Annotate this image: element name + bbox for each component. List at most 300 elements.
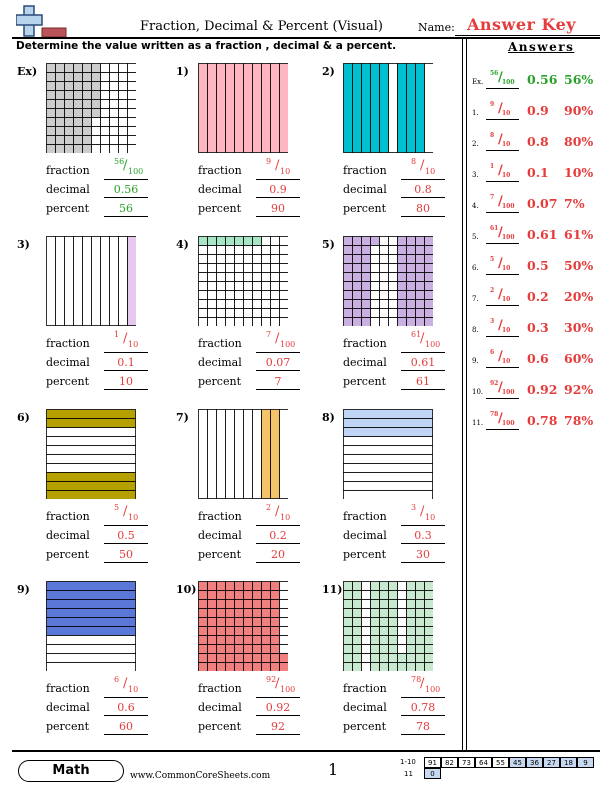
fraction-slash: /	[420, 158, 425, 173]
grid-cell	[208, 255, 217, 264]
grid-cell	[128, 73, 137, 82]
grid-cell	[425, 255, 434, 264]
grid-cell	[235, 663, 244, 672]
grid-cell	[280, 591, 289, 600]
answer-line	[104, 389, 148, 390]
grid-cell	[128, 109, 137, 118]
grid-cell	[92, 109, 101, 118]
grid-cell	[92, 73, 101, 82]
grid-cell	[380, 609, 389, 618]
grid-cell	[353, 600, 362, 609]
grid-cell	[119, 145, 128, 154]
grid-cell	[226, 291, 235, 300]
grid-cell	[47, 136, 56, 145]
page-number: 1	[328, 760, 339, 779]
grid-cell	[56, 73, 65, 82]
grid-cell	[416, 663, 425, 672]
answer-key-percent: 90%	[564, 103, 594, 118]
grid-cell	[407, 273, 416, 282]
grid-cell	[271, 609, 280, 618]
grid-cell	[83, 145, 92, 154]
grid-cell	[47, 437, 136, 446]
name-underline	[455, 35, 600, 36]
grid-cell	[217, 282, 226, 291]
grid-cell	[253, 255, 262, 264]
fraction-numerator: 61	[490, 225, 499, 232]
grid-cell	[235, 264, 244, 273]
grid-cell	[425, 618, 434, 627]
grid-cell	[344, 273, 353, 282]
grid-cell	[371, 600, 380, 609]
row-label-percent: percent	[46, 548, 89, 561]
grid-cell	[65, 237, 74, 326]
row-label-decimal: decimal	[343, 183, 387, 196]
grid-cell	[398, 291, 407, 300]
answer-key-line	[486, 398, 519, 399]
fraction-denominator: 100	[128, 167, 144, 176]
grid-cell	[235, 64, 244, 153]
grid-cell	[101, 91, 110, 100]
grid-cell	[271, 264, 280, 273]
fraction-slash: /	[123, 158, 128, 173]
grid-cell	[398, 627, 407, 636]
fraction-slash: /	[498, 225, 503, 240]
grid-cell	[389, 237, 398, 246]
grid-cell	[362, 627, 371, 636]
fraction-slash: /	[498, 349, 503, 364]
score-label-11: 11	[404, 770, 413, 778]
grid-cell	[380, 663, 389, 672]
grid-cell	[110, 82, 119, 91]
grid-cell	[425, 600, 434, 609]
model-grid	[198, 63, 288, 153]
answer-line	[104, 734, 148, 735]
answer-line	[104, 179, 148, 180]
fraction-denominator: 100	[502, 389, 515, 396]
grid-cell	[362, 591, 371, 600]
grid-cell	[47, 618, 136, 627]
grid-cell	[416, 318, 425, 327]
grid-cell	[65, 118, 74, 127]
grid-cell	[371, 291, 380, 300]
grid-cell	[235, 645, 244, 654]
grid-cell	[389, 663, 398, 672]
fraction-numerator: 56	[114, 157, 125, 166]
percent-answer: 90	[271, 202, 285, 215]
answer-key-fraction	[486, 256, 516, 276]
decimal-answer: 0.5	[117, 529, 135, 542]
grid-cell	[362, 654, 371, 663]
grid-cell	[56, 127, 65, 136]
fraction-answer	[258, 330, 298, 352]
row-label-decimal: decimal	[198, 529, 242, 542]
answer-line	[401, 197, 445, 198]
grid-cell	[271, 64, 280, 153]
answer-key-title: Answer Key	[467, 15, 577, 34]
grid-cell	[199, 300, 208, 309]
grid-cell	[92, 82, 101, 91]
problem-number: 1)	[176, 65, 189, 78]
grid-cell	[425, 591, 434, 600]
grid-cell	[380, 309, 389, 318]
grid-cell	[362, 246, 371, 255]
grid-cell	[389, 246, 398, 255]
grid-cell	[199, 609, 208, 618]
grid-cell	[425, 582, 434, 591]
grid-cell	[226, 582, 235, 591]
answer-key-fraction	[486, 318, 516, 338]
answer-line	[104, 197, 148, 198]
grid-cell	[362, 255, 371, 264]
grid-cell	[119, 73, 128, 82]
grid-cell	[280, 64, 289, 153]
grid-cell	[208, 64, 217, 153]
fraction-numerator: 2	[266, 503, 272, 512]
grid-cell	[362, 237, 371, 246]
grid-cell	[271, 309, 280, 318]
grid-cell	[398, 591, 407, 600]
grid-cell	[271, 627, 280, 636]
grid-cell	[353, 246, 362, 255]
percent-answer: 56	[119, 202, 133, 215]
grid-cell	[47, 582, 136, 591]
answer-line	[256, 543, 300, 544]
fraction-answer	[403, 503, 443, 525]
grid-cell	[398, 246, 407, 255]
grid-cell	[217, 627, 226, 636]
grid-cell	[353, 627, 362, 636]
grid-cell	[271, 291, 280, 300]
answer-key-number: 1.	[472, 109, 479, 117]
grid-cell	[47, 73, 56, 82]
answer-key-decimal: 0.92	[527, 382, 558, 397]
grid-cell	[353, 237, 362, 246]
grid-cell	[235, 273, 244, 282]
answer-line	[401, 715, 445, 716]
fraction-numerator: 78	[490, 411, 499, 418]
grid-cell	[407, 64, 416, 153]
fraction-numerator: 61	[411, 330, 422, 339]
grid-cell	[262, 237, 271, 246]
grid-cell	[208, 645, 217, 654]
grid-cell	[380, 582, 389, 591]
fraction-denominator: 10	[502, 110, 511, 117]
answer-key-percent: 7%	[564, 196, 585, 211]
fraction-numerator: 1	[490, 163, 495, 170]
grid-cell	[217, 609, 226, 618]
footer-rule	[12, 750, 600, 752]
grid-cell	[380, 273, 389, 282]
grid-cell	[110, 109, 119, 118]
answer-key-number: 11.	[472, 419, 484, 427]
grid-cell	[101, 127, 110, 136]
grid-cell	[226, 264, 235, 273]
grid-cell	[244, 282, 253, 291]
decimal-answer: 0.9	[269, 183, 287, 196]
answer-key-percent: 92%	[564, 382, 594, 397]
grid-cell	[362, 645, 371, 654]
grid-cell	[47, 109, 56, 118]
row-label-decimal: decimal	[343, 356, 387, 369]
grid-cell	[199, 309, 208, 318]
grid-cell	[199, 264, 208, 273]
score-cell: 73	[458, 757, 475, 768]
grid-cell	[407, 600, 416, 609]
model-grid	[198, 581, 288, 671]
score-cell: 45	[509, 757, 526, 768]
grid-cell	[83, 136, 92, 145]
grid-cell	[353, 645, 362, 654]
answer-key-line	[486, 367, 519, 368]
grid-cell	[217, 273, 226, 282]
answer-key-percent: 56%	[564, 72, 594, 87]
grid-cell	[389, 654, 398, 663]
grid-cell	[344, 600, 353, 609]
grid-cell	[119, 237, 128, 326]
fraction-numerator: 78	[411, 675, 422, 684]
row-label-percent: percent	[198, 720, 241, 733]
score-cell: 9	[577, 757, 594, 768]
grid-cell	[110, 73, 119, 82]
fraction-denominator: 10	[425, 167, 436, 176]
grid-cell	[407, 237, 416, 246]
grid-cell	[208, 237, 217, 246]
grid-cell	[407, 318, 416, 327]
grid-cell	[380, 636, 389, 645]
grid-cell	[353, 591, 362, 600]
row-label-fraction: fraction	[46, 164, 90, 177]
answer-key-fraction	[486, 163, 516, 183]
grid-cell	[65, 64, 74, 73]
answer-key-number: 4.	[472, 202, 479, 210]
problem-number: 5)	[322, 238, 335, 251]
grid-cell	[398, 618, 407, 627]
grid-cell	[92, 64, 101, 73]
grid-cell	[425, 246, 434, 255]
grid-cell	[217, 291, 226, 300]
grid-cell	[344, 636, 353, 645]
grid-cell	[47, 455, 136, 464]
grid-cell	[425, 609, 434, 618]
grid-cell	[101, 118, 110, 127]
grid-cell	[371, 246, 380, 255]
score-cell: 18	[560, 757, 577, 768]
decimal-answer: 0.8	[414, 183, 432, 196]
grid-cell	[280, 600, 289, 609]
answer-key-number: 8.	[472, 326, 479, 334]
grid-cell	[208, 618, 217, 627]
grid-cell	[262, 627, 271, 636]
row-label-fraction: fraction	[343, 510, 387, 523]
grid-cell	[65, 82, 74, 91]
grid-cell	[380, 300, 389, 309]
grid-cell	[244, 255, 253, 264]
fraction-denominator: 10	[280, 513, 291, 522]
grid-cell	[271, 246, 280, 255]
fraction-denominator: 100	[280, 685, 296, 694]
grid-cell	[101, 237, 110, 326]
logo	[16, 4, 68, 38]
row-label-decimal: decimal	[198, 701, 242, 714]
row-label-fraction: fraction	[46, 682, 90, 695]
grid-cell	[389, 591, 398, 600]
grid-cell	[208, 273, 217, 282]
grid-cell	[398, 663, 407, 672]
grid-cell	[416, 618, 425, 627]
grid-cell	[128, 237, 137, 326]
grid-cell	[47, 91, 56, 100]
fraction-denominator: 10	[128, 513, 139, 522]
grid-cell	[344, 437, 433, 446]
grid-cell	[56, 109, 65, 118]
grid-cell	[380, 600, 389, 609]
grid-cell	[101, 136, 110, 145]
grid-cell	[262, 273, 271, 282]
grid-cell	[244, 273, 253, 282]
grid-cell	[110, 127, 119, 136]
grid-cell	[128, 118, 137, 127]
grid-cell	[92, 237, 101, 326]
grid-cell	[253, 645, 262, 654]
grid-cell	[47, 82, 56, 91]
grid-cell	[253, 600, 262, 609]
grid-cell	[101, 109, 110, 118]
grid-cell	[217, 600, 226, 609]
grid-cell	[362, 618, 371, 627]
grid-cell	[235, 591, 244, 600]
percent-answer: 30	[416, 548, 430, 561]
instructions: Determine the value written as a fraction , decimal & a percent.	[16, 40, 397, 52]
grid-cell	[74, 118, 83, 127]
grid-cell	[380, 318, 389, 327]
grid-cell	[244, 300, 253, 309]
fraction-denominator: 10	[425, 513, 436, 522]
grid-cell	[110, 64, 119, 73]
answer-line	[256, 715, 300, 716]
grid-cell	[280, 609, 289, 618]
row-label-percent: percent	[46, 375, 89, 388]
answer-line	[256, 562, 300, 563]
grid-cell	[244, 309, 253, 318]
grid-cell	[407, 654, 416, 663]
grid-cell	[226, 654, 235, 663]
problem-number: 4)	[176, 238, 189, 251]
grid-cell	[208, 282, 217, 291]
grid-cell	[407, 645, 416, 654]
row-label-percent: percent	[198, 202, 241, 215]
grid-cell	[226, 255, 235, 264]
grid-cell	[271, 636, 280, 645]
row-label-percent: percent	[343, 548, 386, 561]
grid-cell	[83, 100, 92, 109]
grid-cell	[128, 136, 137, 145]
grid-cell	[199, 237, 208, 246]
grid-cell	[407, 246, 416, 255]
grid-cell	[119, 91, 128, 100]
fraction-slash: /	[275, 676, 280, 691]
grid-cell	[253, 591, 262, 600]
grid-cell	[208, 246, 217, 255]
grid-cell	[344, 618, 353, 627]
grid-cell	[253, 264, 262, 273]
row-label-decimal: decimal	[46, 183, 90, 196]
grid-cell	[262, 591, 271, 600]
plus-logo-icon	[16, 4, 68, 38]
grid-cell	[398, 318, 407, 327]
grid-cell	[226, 645, 235, 654]
grid-cell	[262, 609, 271, 618]
problem-number: Ex)	[17, 65, 38, 78]
answer-key-fraction	[486, 287, 516, 307]
model-grid	[198, 409, 288, 499]
fraction-answer	[106, 503, 146, 525]
model-grid	[343, 409, 433, 499]
fraction-slash: /	[420, 331, 425, 346]
grid-cell	[344, 255, 353, 264]
fraction-numerator: 3	[490, 318, 495, 325]
grid-cell	[371, 64, 380, 153]
grid-cell	[398, 609, 407, 618]
row-label-percent: percent	[343, 202, 386, 215]
fraction-numerator: 6	[114, 675, 120, 684]
percent-answer: 92	[271, 720, 285, 733]
fraction-answer	[258, 675, 298, 697]
row-label-decimal: decimal	[46, 356, 90, 369]
grid-cell	[253, 663, 262, 672]
grid-cell	[398, 300, 407, 309]
grid-cell	[47, 491, 136, 500]
grid-cell	[280, 291, 289, 300]
grid-cell	[217, 645, 226, 654]
grid-cell	[226, 591, 235, 600]
grid-cell	[371, 318, 380, 327]
grid-cell	[271, 318, 280, 327]
answer-key-decimal: 0.56	[527, 72, 558, 87]
answer-key-fraction	[486, 194, 516, 214]
decimal-answer: 0.61	[410, 356, 436, 369]
grid-cell	[110, 237, 119, 326]
grid-cell	[74, 91, 83, 100]
row-label-percent: percent	[46, 720, 89, 733]
grid-cell	[208, 582, 217, 591]
grid-cell	[244, 609, 253, 618]
answer-key-line	[486, 336, 519, 337]
grid-cell	[416, 645, 425, 654]
fraction-numerator: 92	[490, 380, 499, 387]
grid-cell	[47, 118, 56, 127]
grid-cell	[83, 73, 92, 82]
answer-key-decimal: 0.61	[527, 227, 558, 242]
grid-cell	[56, 118, 65, 127]
answer-key-decimal: 0.9	[527, 103, 549, 118]
website-link[interactable]: www.CommonCoreSheets.com	[130, 771, 271, 781]
grid-cell	[92, 145, 101, 154]
percent-answer: 61	[416, 375, 430, 388]
answer-line	[104, 352, 148, 353]
answer-line	[256, 734, 300, 735]
answer-line	[256, 216, 300, 217]
fraction-slash: /	[498, 380, 503, 395]
answer-key-line	[486, 181, 519, 182]
answer-line	[401, 389, 445, 390]
grid-cell	[119, 109, 128, 118]
grid-cell	[47, 428, 136, 437]
grid-cell	[253, 410, 262, 499]
grid-cell	[398, 282, 407, 291]
grid-cell	[344, 318, 353, 327]
answer-line	[256, 352, 300, 353]
grid-cell	[74, 73, 83, 82]
